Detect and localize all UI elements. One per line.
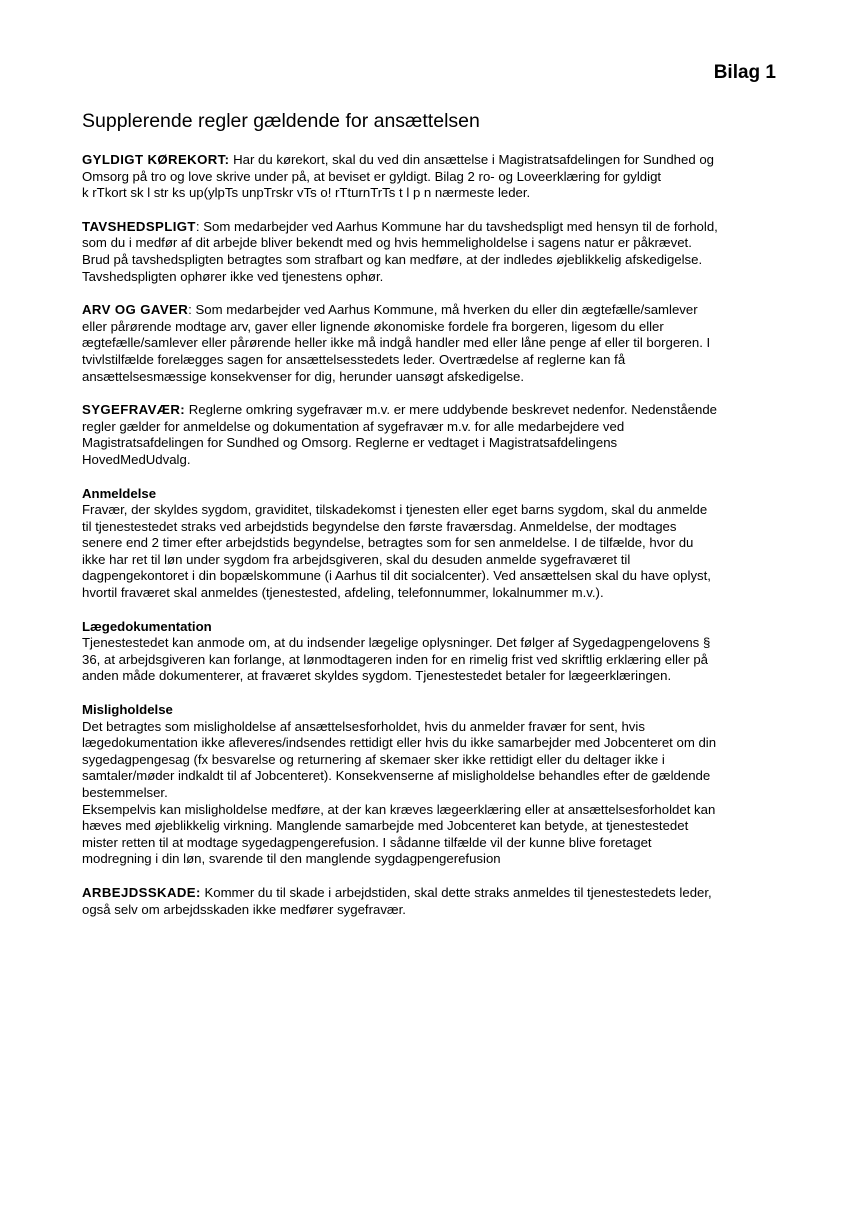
syge-label: SYGEFRAVÆR:	[82, 402, 186, 418]
arv-line: tvivlstilfælde forelægges sagen for ansættelsesstedets leder. Overtrædelse af reglerne kan få	[82, 351, 626, 367]
section-sygefravaer	[82, 402, 782, 468]
skade-label: ARBEJDSSKADE:	[82, 884, 201, 900]
syge-line: regler gælder for anmeldelse og dokumentation af sygefravær m.v. for alle medarbejdere ved	[82, 418, 625, 434]
arv-line: eller pårørende modtage arv, gaver eller lignende økonomiske fordele fra borgeren, ligesom du eller	[82, 318, 664, 334]
syge-line-1	[82, 402, 782, 419]
skade-line-1	[82, 885, 782, 902]
anmeldelse-line: senere end 2 timer efter arbejdstids begyndelse, betragtes som for sen anmeldelse. I de tilfælde, hvor du	[82, 535, 694, 551]
anmeldelse-line: dagpengekontoret i din bopælskommune (i Aarhus til dit socialcenter). Ved ansættelsen skal du have oplyst,	[82, 568, 711, 584]
mislig-line: Eksempelvis kan misligholdelse medføre, at der kan kræves lægeerklæring eller at ansættelsesforholdet kan	[82, 801, 716, 817]
section-misligholdelse	[82, 702, 782, 868]
arv-line: ansættelsesmæssige konsekvenser for dig, herunder uansøgt afskedigelse.	[82, 368, 525, 384]
mislig-line: Det betragtes som misligholdelse af ansættelsesforholdet, hvis du anmelder fravær for sent, hvis	[82, 718, 645, 734]
syge-text-1: Reglerne omkring sygefravær m.v. er mere uddybende beskrevet nedenfor. Nedenstående	[185, 402, 718, 418]
anmeldelse-line: ikke har ret til løn under sygdom fra arbejdsgiveren, skal du desuden anmelde sygefraværet til	[82, 551, 631, 567]
anmeldelse-line: hvortil fraværet skal anmeldes (tjenestested, afdeling, telefonnummer, lokalnummer m.v.).	[82, 585, 604, 601]
laege-line: 36, at arbejdsgiveren kan forlange, at lønmodtageren inden for en rimelig frist ved skriftlig erklæring eller på	[82, 651, 708, 667]
syge-line: HovedMedUdvalg.	[82, 451, 191, 467]
korekort-line-2: Omsorg på tro og love skrive under på, at beviset er gyldigt. Bilag 2 ro- og Loveerklæring for gyldigt	[82, 168, 662, 184]
korekort-text-1: Har du kørekort, skal du ved din ansættelse i Magistratsafdelingen for Sundhed og	[229, 152, 715, 167]
section-tavshedspligt	[82, 219, 782, 285]
section-korekort	[82, 152, 782, 202]
section-laegedokumentation	[82, 619, 782, 685]
anmeldelse-heading: Anmeldelse	[82, 485, 157, 501]
mislig-heading: Misligholdelse	[82, 702, 173, 718]
tavshed-line-1	[82, 219, 782, 236]
laege-line: Tjenestestedet kan anmode om, at du indsender lægelige oplysninger. Det følger af Sygedagpengelovens §	[82, 635, 711, 651]
mislig-line: mister retten til at modtage sygedagpengerefusion. I sådanne tilfælde vil der kunne blive foretaget	[82, 834, 652, 850]
section-anmeldelse	[82, 486, 782, 602]
mislig-line: hæves med øjeblikkelig virkning. Manglende samarbejde med Jobcenteret kan betyde, at tjenestestedet	[82, 818, 689, 834]
mislig-line: modregning i din løn, svarende til den manglende sygdagpengerefusion	[82, 851, 501, 867]
syge-line: Magistratsafdelingen for Sundhed og Omsorg. Reglerne er vedtaget i Magistratsafdelingens	[82, 435, 618, 451]
arv-line-1	[82, 302, 782, 319]
korekort-line-1	[82, 152, 782, 169]
laege-heading: Lægedokumentation	[82, 618, 212, 634]
mislig-line: bestemmelser.	[82, 785, 168, 800]
section-arv-og-gaver	[82, 302, 782, 385]
tavshed-line: som du i medfør af dit arbejde bliver bekendt med og hvis hemmeligholdelse i sagens natur er påkrævet.	[82, 235, 692, 251]
tavshed-line: Brud på tavshedspligten betragtes som strafbart og kan medføre, at der indledes øjeblikkelig afskedigelse.	[82, 251, 703, 267]
anmeldelse-line: til tjenestestedet straks ved arbejdstids begyndelse den første fraværsdag. Anmeldelse, der modtages	[82, 518, 677, 534]
tavshed-text-1: : Som medarbejder ved Aarhus Kommune har du tavshedspligt med hensyn til de forhold,	[195, 218, 718, 234]
document-title: Supplerende regler gældende for ansættelsen	[82, 110, 480, 132]
appendix-label: Bilag 1	[713, 62, 776, 83]
tavshed-label: TAVSHEDSPLIGT	[82, 218, 196, 234]
skade-text-1: Kommer du til skade i arbejdstiden, skal dette straks anmeldes til tjenestestedets leder,	[200, 884, 712, 900]
mislig-line: samtaler/møder indkaldt til af Jobcenteret). Konsekvenserne af misligholdelse behandles efter de gældende	[82, 768, 711, 784]
document-body	[82, 152, 782, 935]
korekort-line-3: k rTkort sk l str ks up(ylpTs unpTrskr vTs o! rTturnTrTs t l p n nærmeste leder.	[82, 185, 531, 201]
laege-line: anden måde dokumenterer, at fraværet skyldes sygdom. Tjenestestedet betaler for lægeerklæringen.	[82, 668, 672, 684]
korekort-label: GYLDIGT KØREKORT:	[82, 152, 230, 167]
anmeldelse-line: Fravær, der skyldes sygdom, graviditet, tilskadekomst i tjenesten eller eget barns sygdom, skal du anmelde	[82, 502, 708, 518]
mislig-line: sygedagpengesag (fx besvarelse og returnering af skemaer sker ikke rettidigt eller du deltager ikke i	[82, 751, 665, 767]
section-arbejdsskade	[82, 885, 782, 918]
arv-line: ægtefælle/samlever eller pårørende heller ikke må indgå handler med eller låne penge af eller til borgeren. I	[82, 335, 711, 351]
arv-label: ARV OG GAVER	[82, 302, 189, 318]
tavshed-line: Tavshedspligten ophører ikke ved tjenestens ophør.	[82, 268, 384, 284]
mislig-line: lægedokumentation ikke afleveres/indsendes rettidigt eller hvis du ikke samarbejder med Jobcenteret om din	[82, 735, 717, 751]
skade-line: også selv om arbejdsskaden ikke medfører sygefravær.	[82, 901, 406, 917]
arv-text-1: : Som medarbejder ved Aarhus Kommune, må hverken du eller din ægtefælle/samlever	[188, 302, 698, 318]
